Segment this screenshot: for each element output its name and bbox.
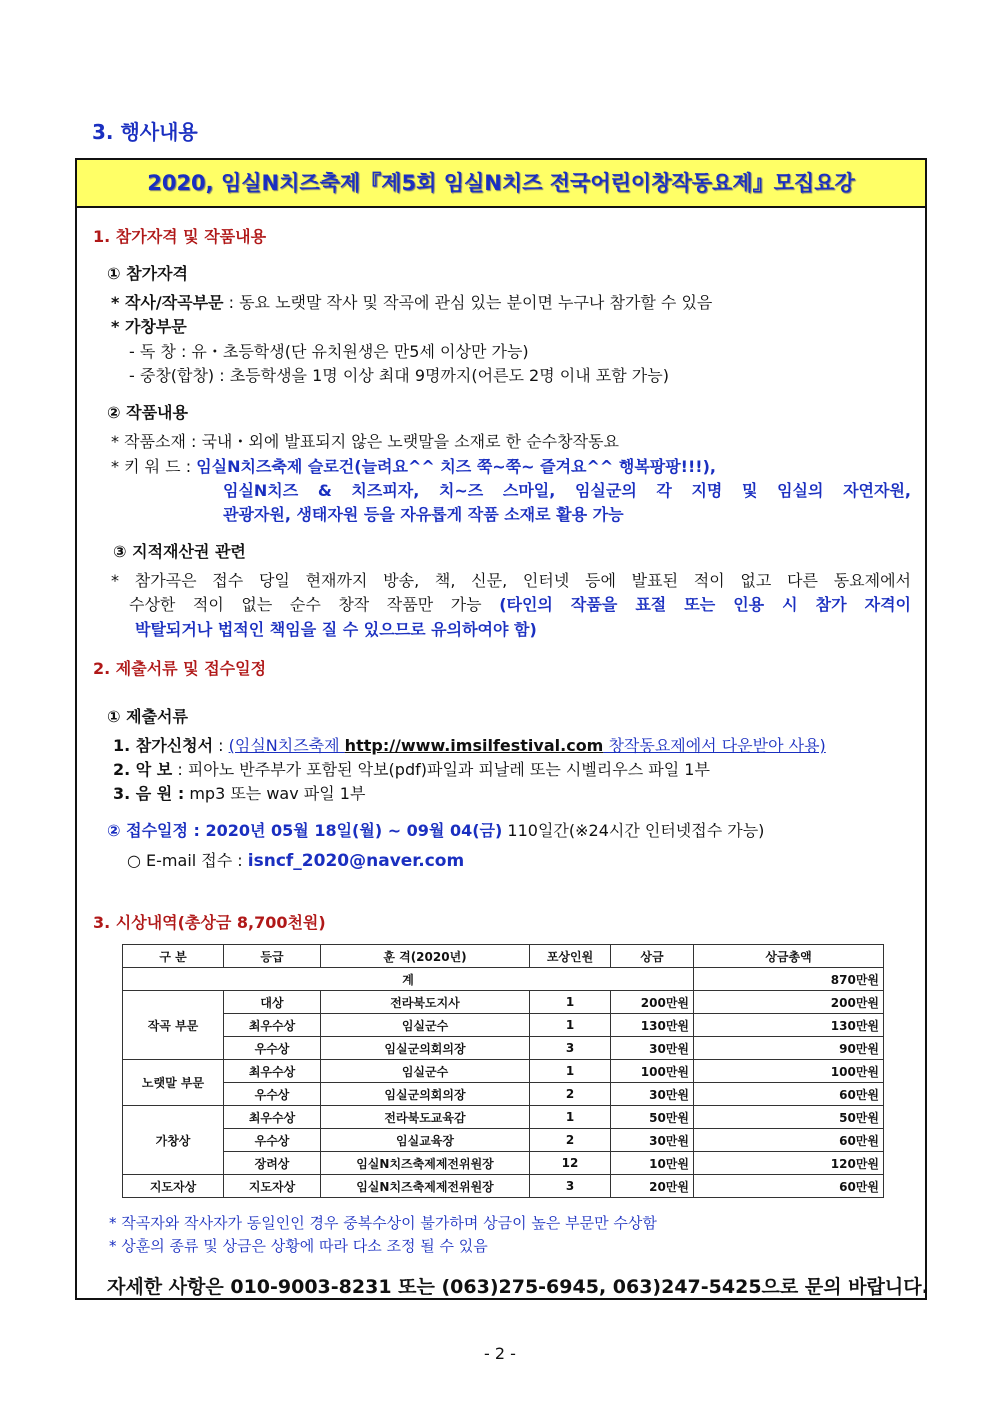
- keyword-line-1: [111, 456, 716, 478]
- doc3-text: mp3 또는 wav 파일 1부: [184, 784, 366, 803]
- count-cell: 1: [530, 991, 611, 1014]
- schedule-line: [107, 820, 764, 842]
- table-header-row: [123, 945, 884, 968]
- count-cell: 12: [530, 1152, 611, 1175]
- prize-cell: 130만원: [611, 1014, 694, 1037]
- s1-sub1: ① 참가자격: [107, 264, 188, 283]
- prize-cell: 30만원: [611, 1083, 694, 1106]
- sum-cell: 100만원: [694, 1060, 884, 1083]
- prize-cell: 50만원: [611, 1106, 694, 1129]
- prize-table: [122, 944, 884, 1198]
- schedule-text: 110일간(※24시간 인터넷접수 가능): [502, 821, 765, 840]
- title-cell: 임실N치즈축제제전위원장: [321, 1152, 530, 1175]
- table-row: [123, 1037, 884, 1060]
- ip-text-2b: (타인의 작품을 표절 또는 인용 시 참가 자격이: [499, 595, 911, 614]
- header-cell: 상금총액: [694, 945, 884, 968]
- doc2-label: 2. 악 보: [113, 760, 173, 779]
- title-cell: 임실N치즈축제제전위원장: [321, 1175, 530, 1198]
- sum-cell: 60만원: [694, 1129, 884, 1152]
- keyword-label: * 키 워 드 :: [111, 457, 197, 476]
- writer-label: * 작사/작곡부문: [111, 293, 224, 312]
- sum-cell: 130만원: [694, 1014, 884, 1037]
- title-cell: 임실군수: [321, 1014, 530, 1037]
- ip-line-3: 박탈되거나 법적인 책임을 질 수 있으므로 유의하여야 함): [135, 620, 537, 639]
- header-cell: 상금: [611, 945, 694, 968]
- solo-line: - 독 창 : 유・초등학생(단 유치원생은 만5세 이상만 가능): [129, 342, 529, 361]
- grade-cell: 대상: [224, 991, 321, 1014]
- category-cell: 노랫말 부문: [123, 1060, 224, 1106]
- category-cell: 가창상: [123, 1106, 224, 1175]
- category-cell: 지도자상: [123, 1175, 224, 1198]
- banner-title: 2020, 임실N치즈축제『제5회 임실N치즈 전국어린이창작동요제』모집요강: [77, 160, 925, 208]
- doc2-line: [113, 759, 710, 781]
- prize-table-body: [123, 945, 884, 1198]
- email-address[interactable]: isncf_2020@naver.com: [247, 851, 465, 871]
- ip-text-2a: 수상한 적이 없는 순수 창작 작품만 가능: [129, 595, 500, 614]
- total-value-cell: 870만원: [694, 968, 884, 991]
- doc1-label: 1. 참가신청서: [113, 736, 214, 755]
- doc1-sep: :: [213, 736, 229, 755]
- email-label: ○ E-mail 접수 :: [127, 851, 248, 870]
- sum-cell: 50만원: [694, 1106, 884, 1129]
- grade-cell: 지도자상: [224, 1175, 321, 1198]
- writer-line: [111, 292, 712, 314]
- doc3-line: [113, 783, 365, 805]
- s3-title: 3. 시상내역(총상금 8,700천원): [93, 913, 326, 932]
- doc3-label: 3. 음 원 :: [113, 784, 185, 803]
- sum-cell: 200만원: [694, 991, 884, 1014]
- grade-cell: 장려상: [224, 1152, 321, 1175]
- table-row: [123, 1175, 884, 1198]
- grade-cell: 우수상: [224, 1037, 321, 1060]
- grade-cell: 우수상: [224, 1129, 321, 1152]
- doc1-link-b[interactable]: 창작동요제에서 다운받아 사용): [603, 736, 826, 755]
- writer-text: : 동요 노랫말 작사 및 작곡에 관심 있는 분이면 누구나 참가할 수 있음: [223, 293, 713, 312]
- s1-sub3: ③ 지적재산권 관련: [113, 542, 246, 561]
- prize-cell: 10만원: [611, 1152, 694, 1175]
- prize-cell: 20만원: [611, 1175, 694, 1198]
- s2-sub1: ① 제출서류: [107, 707, 188, 726]
- count-cell: 1: [530, 1014, 611, 1037]
- material-line: * 작품소재 : 국내・외에 발표되지 않은 노랫말을 소재로 한 순수창작동요: [111, 432, 619, 451]
- doc1-line: [113, 735, 826, 757]
- count-cell: 3: [530, 1037, 611, 1060]
- count-cell: 1: [530, 1060, 611, 1083]
- table-row: [123, 1083, 884, 1106]
- sum-cell: 60만원: [694, 1175, 884, 1198]
- page-number: - 2 -: [484, 1344, 516, 1363]
- grade-cell: 우수상: [224, 1083, 321, 1106]
- prize-cell: 30만원: [611, 1129, 694, 1152]
- header-cell: 훈 격(2020년): [321, 945, 530, 968]
- title-cell: 임실군수: [321, 1060, 530, 1083]
- keyword-text-2: 임실N치즈 & 치즈피자, 치~즈 스마일, 임실군의 각 지명 및 임실의 자연자원,: [223, 481, 911, 500]
- title-cell: 임실군의회의장: [321, 1083, 530, 1106]
- count-cell: 2: [530, 1083, 611, 1106]
- table-row: [123, 1129, 884, 1152]
- count-cell: 2: [530, 1129, 611, 1152]
- table-row: [123, 991, 884, 1014]
- title-cell: 전라북도교육감: [321, 1106, 530, 1129]
- category-cell: 작곡 부문: [123, 991, 224, 1060]
- singer-label: * 가창부문: [111, 317, 187, 336]
- ip-line-1: * 참가곡은 접수 당일 현재까지 방송, 책, 신문, 인터넷 등에 발표된 적이 없고 다른 동요제에서: [111, 571, 911, 590]
- recruitment-box: [75, 158, 927, 1300]
- table-row: [123, 1014, 884, 1037]
- title-cell: 임실군의회의장: [321, 1037, 530, 1060]
- total-label-cell: 계: [123, 968, 694, 991]
- group-line: - 중창(합창) : 초등학생을 1명 이상 최대 9명까지(어른도 2명 이내 포함 가능): [129, 366, 669, 385]
- email-line: [127, 850, 464, 872]
- section-title: 3. 행사내용: [92, 120, 198, 144]
- header-cell: 등급: [224, 945, 321, 968]
- title-cell: 임실교육장: [321, 1129, 530, 1152]
- title-cell: 전라북도지사: [321, 991, 530, 1014]
- header-cell: 포상인원: [530, 945, 611, 968]
- sum-cell: 60만원: [694, 1083, 884, 1106]
- keyword-text-1: 임실N치즈축제 슬로건(늘려요^^ 치즈 쭉~쭉~ 즐겨요^^ 행복팡팡!!!),: [196, 457, 716, 476]
- count-cell: 1: [530, 1106, 611, 1129]
- grade-cell: 최우수상: [224, 1060, 321, 1083]
- table-row: [123, 1152, 884, 1175]
- doc2-text: : 피아노 반주부가 포함된 악보(pdf)파일과 피날레 또는 시벨리우스 파일 1부: [172, 760, 710, 779]
- count-cell: 3: [530, 1175, 611, 1198]
- header-cell: 구 분: [123, 945, 224, 968]
- grade-cell: 최우수상: [224, 1106, 321, 1129]
- sum-cell: 120만원: [694, 1152, 884, 1175]
- table-total-row: [123, 968, 884, 991]
- s2-title: 2. 제출서류 및 접수일정: [93, 659, 267, 678]
- keyword-text-3: 관광자원, 생태자원 등을 자유롭게 작품 소재로 활용 가능: [223, 505, 624, 524]
- ip-line-2: [129, 594, 911, 616]
- contact-line: 자세한 사항은 010-9003-8231 또는 (063)275-6945, 063)247-5425으로 문의 바랍니다.: [107, 1276, 929, 1298]
- doc1-link-a[interactable]: (임실N치즈축제: [228, 736, 345, 755]
- doc1-url-link[interactable]: http://www.imsilfestival.com: [344, 736, 604, 755]
- table-row: [123, 1106, 884, 1129]
- note-1: * 작곡자와 작사자가 동일인인 경우 중복수상이 불가하며 상금이 높은 부문만 수상함: [109, 1214, 657, 1232]
- sum-cell: 90만원: [694, 1037, 884, 1060]
- s1-title: 1. 참가자격 및 작품내용: [93, 227, 267, 246]
- s1-sub2: ② 작품내용: [107, 403, 188, 422]
- prize-cell: 100만원: [611, 1060, 694, 1083]
- schedule-label: ② 접수일정 : 2020년 05월 18일(월) ~ 09월 04(금): [107, 821, 503, 840]
- table-row: [123, 1060, 884, 1083]
- grade-cell: 최우수상: [224, 1014, 321, 1037]
- prize-cell: 30만원: [611, 1037, 694, 1060]
- note-2: * 상훈의 종류 및 상금은 상황에 따라 다소 조정 될 수 있음: [109, 1237, 488, 1255]
- prize-cell: 200만원: [611, 991, 694, 1014]
